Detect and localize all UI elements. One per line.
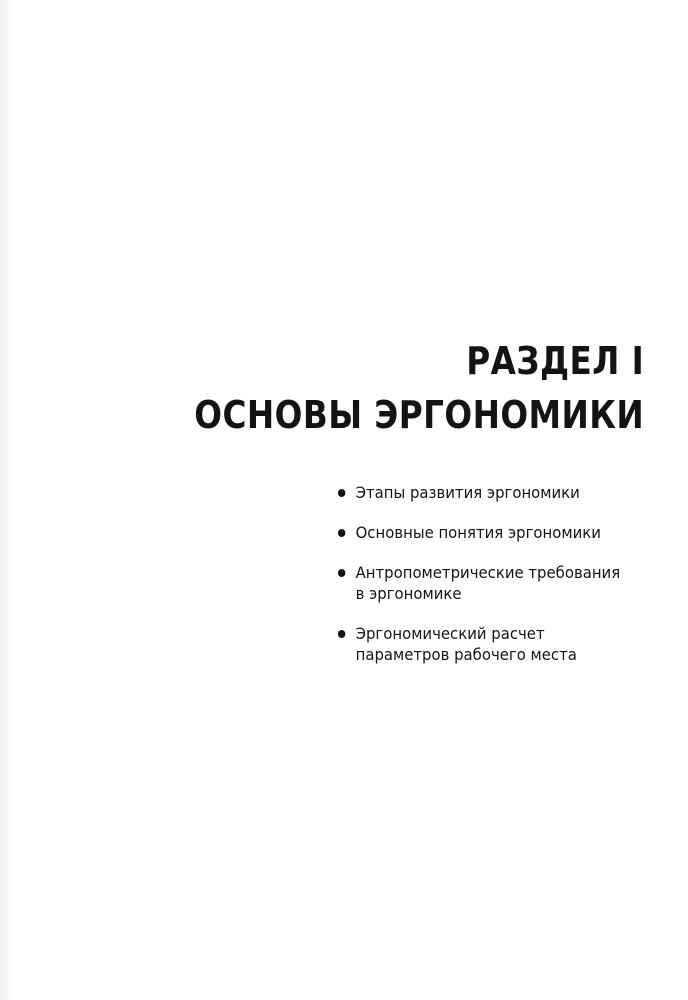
list-item (337, 482, 644, 503)
section-title: ОСНОВЫ ЭРГОНОМИКИ (194, 393, 644, 437)
list-item-text: Этапы развития эргономики (355, 483, 580, 502)
bullet-icon (338, 630, 345, 638)
section-heading (194, 334, 644, 442)
bullet-icon (338, 529, 345, 537)
list-item-text: параметров рабочего места (355, 645, 577, 664)
list-item-text: в эргономике (355, 584, 462, 603)
section-topics-list (337, 482, 667, 684)
list-item (337, 522, 644, 543)
list-item-text: Эргономический расчет (355, 624, 545, 643)
list-item (337, 562, 644, 604)
page-gutter-shadow (0, 0, 14, 1000)
section-number: РАЗДЕЛ I (465, 339, 644, 383)
bullet-icon (338, 569, 345, 577)
list-item-text: Основные понятия эргономики (355, 523, 601, 542)
bullet-icon (338, 489, 345, 497)
list-item-text: Антропометрические требования (355, 563, 621, 582)
list-item (337, 623, 644, 665)
